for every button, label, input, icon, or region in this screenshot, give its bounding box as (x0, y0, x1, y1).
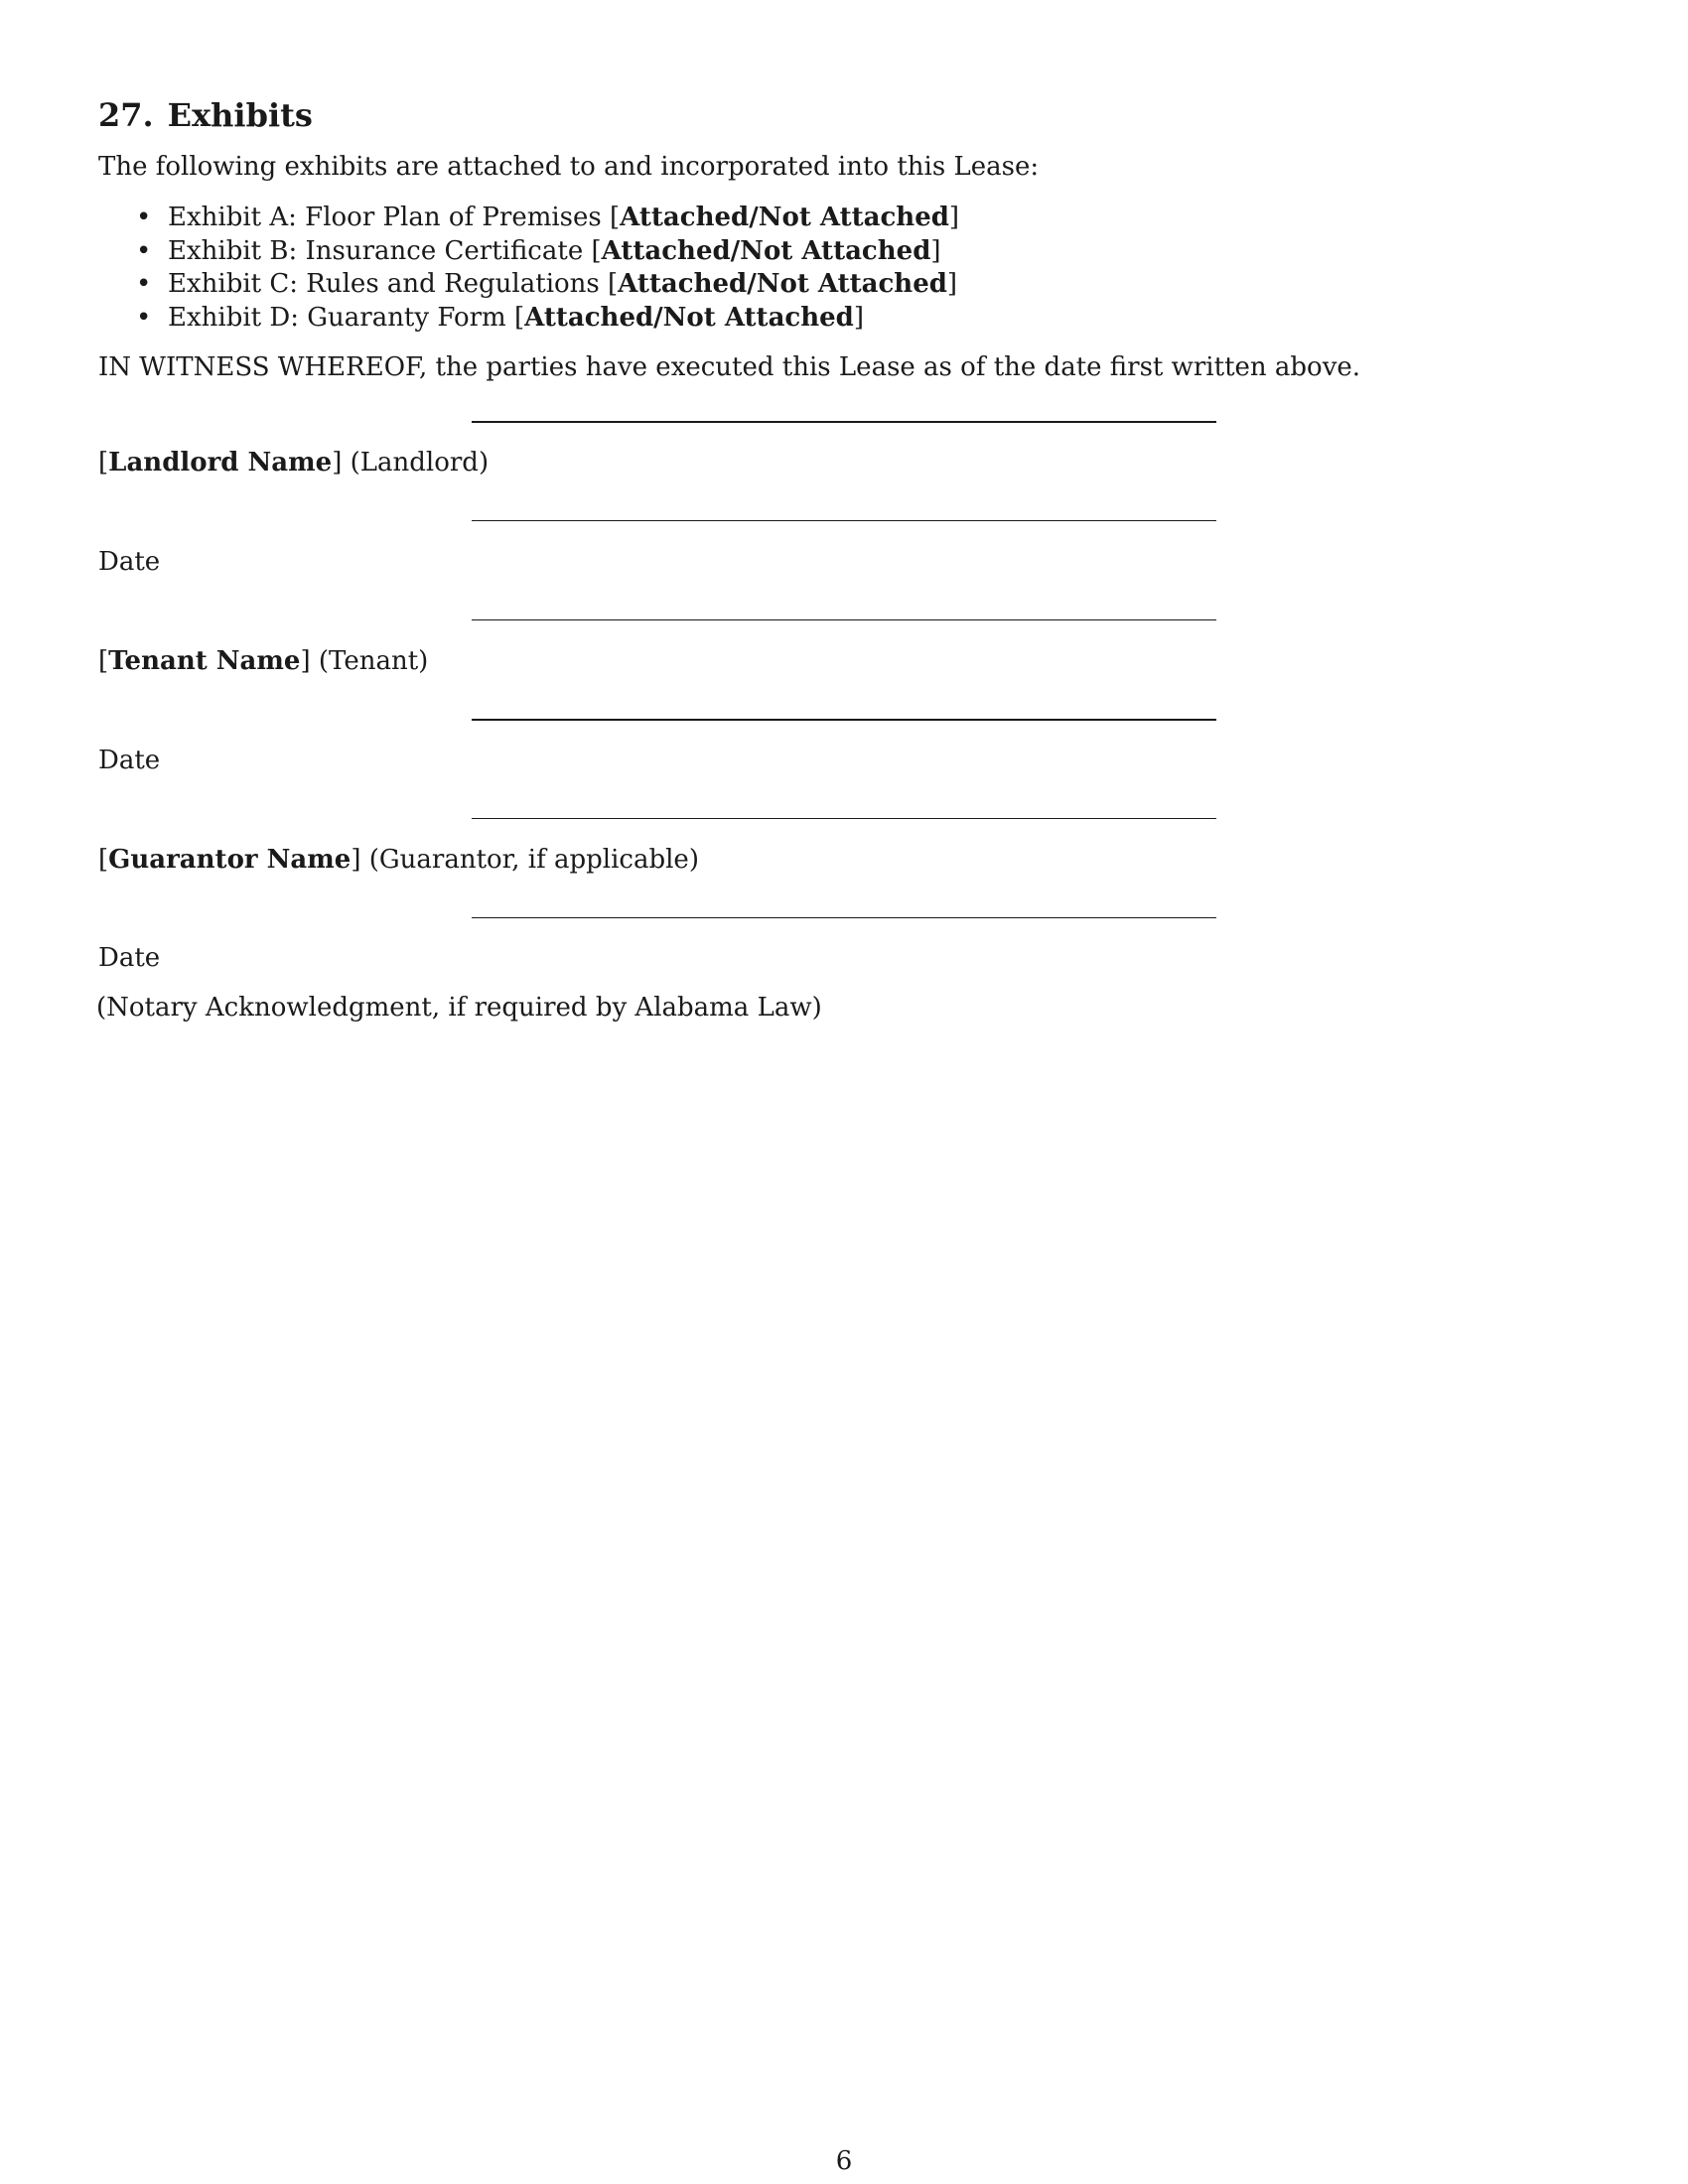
exhibit-item-d (98, 302, 959, 336)
exhibit-label: Exhibit A: Floor Plan of Premises (168, 203, 611, 232)
bracket-open: [ (513, 302, 525, 333)
bracket-close: ] (300, 646, 311, 676)
bracket-open: [ (98, 646, 109, 676)
page-number: 6 (835, 2146, 853, 2176)
bracket-close: ] (332, 448, 343, 478)
bracket-open: [ (608, 269, 619, 299)
tenant-date-label: Date (98, 746, 161, 775)
bracket-open: [ (98, 845, 109, 875)
bracket-close: ] (946, 269, 958, 299)
bracket-close: ] (853, 302, 865, 333)
exhibit-status: Attached/Not Attached (524, 302, 854, 333)
landlord-name: Landlord Name (108, 448, 333, 478)
exhibit-item-b (98, 235, 959, 269)
landlord-date-line (472, 520, 1216, 521)
bracket-open: [ (98, 448, 109, 478)
tenant-signature-line (472, 619, 1216, 620)
exhibit-label: Exhibit D: Guaranty Form (168, 302, 514, 333)
landlord-date-label: Date (98, 547, 161, 577)
bracket-close: ] (948, 203, 960, 232)
bullet-icon: • (136, 269, 152, 299)
exhibit-status: Attached/Not Attached (601, 235, 931, 266)
guarantor-date-line (472, 917, 1216, 918)
guarantor-name: Guarantor Name (108, 845, 352, 875)
section-number: 27. (98, 96, 154, 134)
bracket-open: [ (591, 235, 602, 266)
landlord-signature-line (472, 421, 1216, 423)
tenant-name-label (98, 644, 428, 678)
bullet-icon: • (136, 302, 152, 333)
guarantor-date-label: Date (98, 943, 161, 973)
guarantor-signature-line (472, 818, 1216, 819)
bracket-close: ] (351, 845, 361, 875)
exhibit-item-a (98, 202, 959, 235)
landlord-role: (Landlord) (342, 448, 490, 478)
exhibit-label: Exhibit B: Insurance Certificate (168, 235, 592, 266)
tenant-role: (Tenant) (310, 646, 429, 676)
exhibit-label: Exhibit C: Rules and Regulations (168, 269, 609, 299)
witness-clause: IN WITNESS WHEREOF, the parties have executed this Lease as of the date first written above. (98, 352, 1361, 382)
bullet-icon: • (136, 203, 152, 232)
bracket-open: [ (610, 203, 621, 232)
tenant-name: Tenant Name (108, 646, 301, 676)
section-heading (98, 95, 313, 135)
exhibit-status: Attached/Not Attached (620, 203, 949, 232)
tenant-date-line (472, 719, 1216, 721)
guarantor-name-label (98, 843, 699, 877)
notary-note: (Notary Acknowledgment, if required by Alabama Law) (96, 993, 822, 1023)
bracket-close: ] (930, 235, 941, 266)
exhibit-list (98, 202, 959, 335)
exhibit-status: Attached/Not Attached (618, 269, 947, 299)
guarantor-role: (Guarantor, if applicable) (360, 845, 699, 875)
exhibit-item-c (98, 268, 959, 302)
section-title: Exhibits (167, 96, 313, 134)
exhibits-intro: The following exhibits are attached to and incorporated into this Lease: (98, 152, 1040, 182)
bullet-icon: • (136, 235, 152, 266)
landlord-name-label (98, 446, 489, 479)
